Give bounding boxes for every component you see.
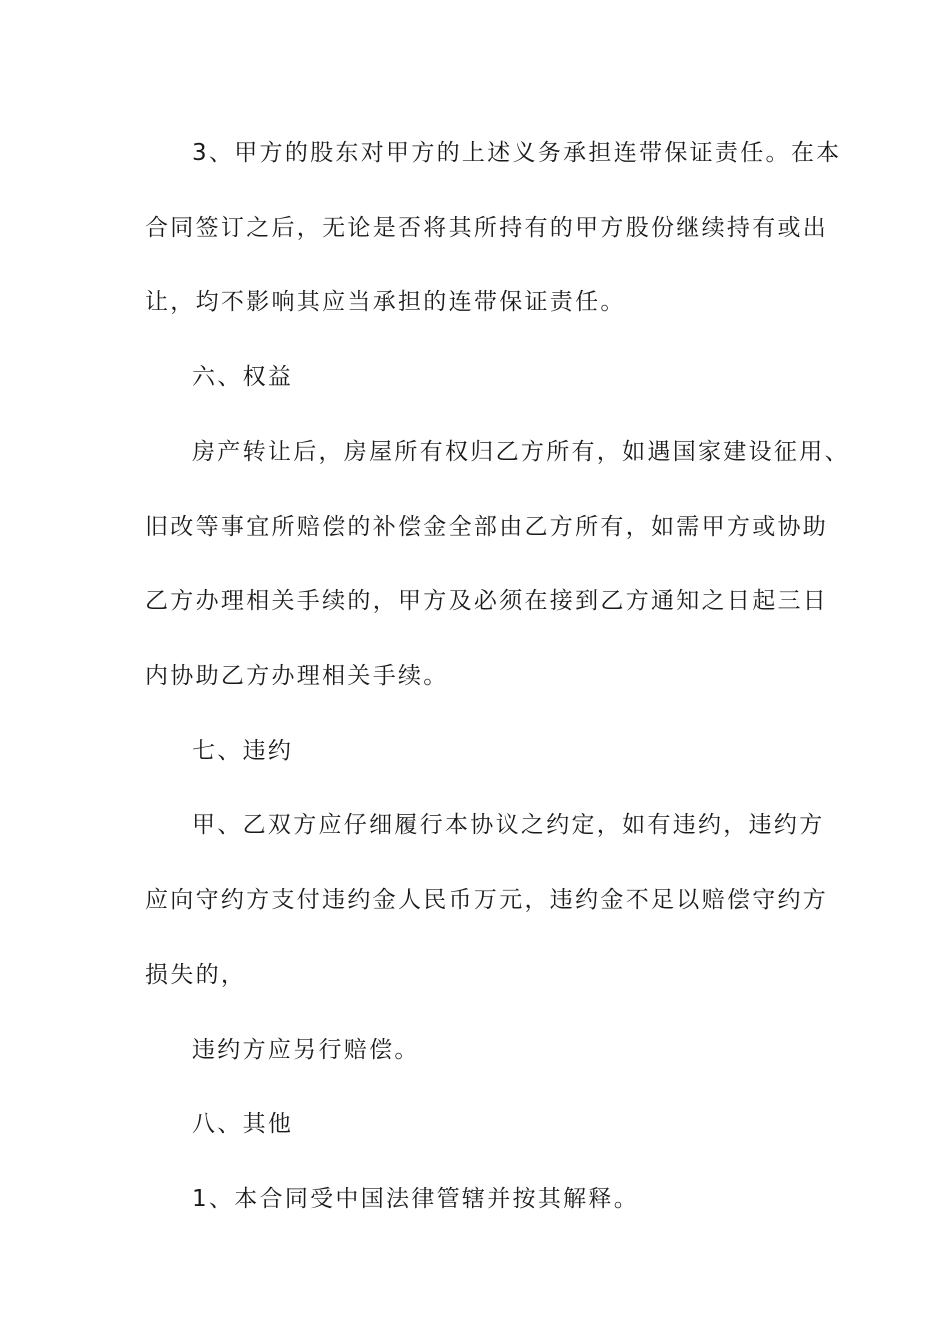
paragraph-line: 违约方应另行赔偿。 [192,1037,420,1063]
paragraph-line: 1、本合同受中国法律管辖并按其解释。 [192,1186,640,1212]
section-heading: 七、违约 [192,738,294,764]
paragraph-line: 乙方办理相关手续的，甲方及必须在接到乙方通知之日起三日 [145,588,829,614]
paragraph-line: 合同签订之后，无论是否将其所持有的甲方股份继续持有或出 [145,215,829,241]
paragraph-line: 应向守约方支付违约金人民币万元，违约金不足以赔偿守约方 [145,887,829,913]
paragraph-line: 内协助乙方办理相关手续。 [145,663,449,689]
section-heading: 六、权益 [192,364,294,390]
paragraph-line: 房产转让后，房屋所有权归乙方所有，如遇国家建设征用、 [192,439,850,465]
paragraph-line: 3、甲方的股东对甲方的上述义务承担连带保证责任。在本 [192,140,842,166]
paragraph-line: 损失的， [145,962,247,988]
section-heading: 八、其他 [192,1111,294,1137]
paragraph-line: 甲、乙双方应仔细履行本协议之约定，如有违约，违约方 [192,812,825,838]
paragraph-line: 让，均不影响其应当承担的连带保证责任。 [145,289,626,315]
paragraph-line: 旧改等事宜所赔偿的补偿金全部由乙方所有，如需甲方或协助 [145,514,829,540]
